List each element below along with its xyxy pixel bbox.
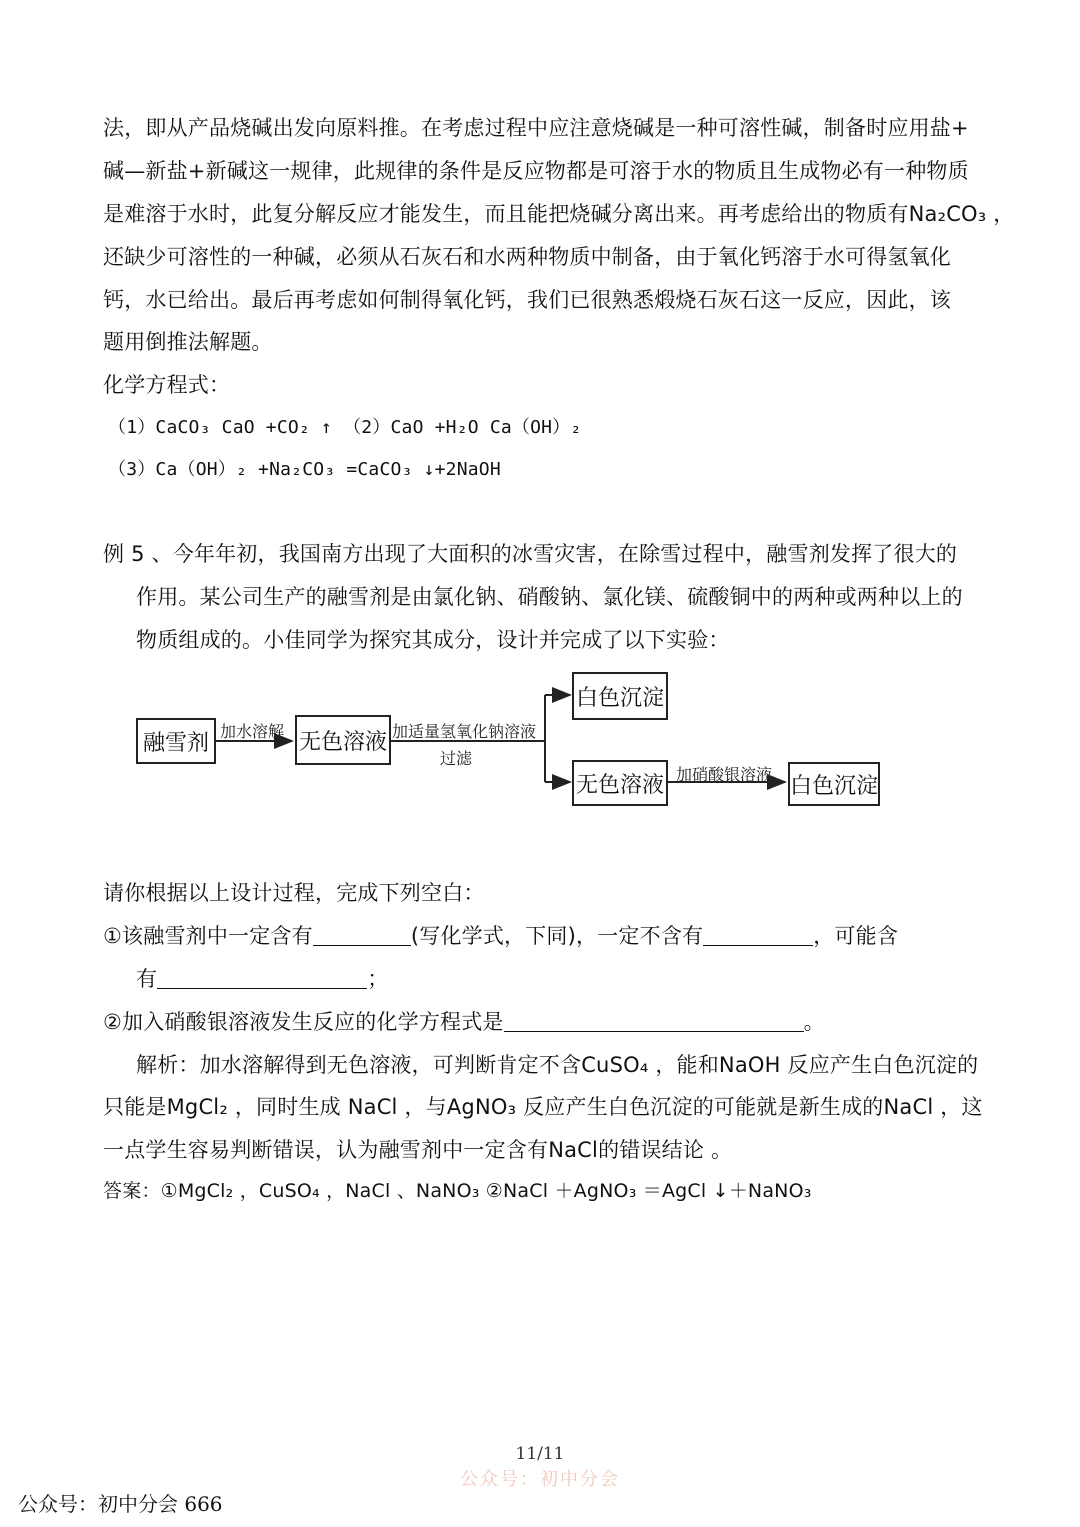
label-add-water: 加水溶解 [220,722,285,741]
q1-text-e: ； [367,967,389,991]
paragraph-line-5: 钙，水已给出。最后再考虑如何制得氧化钙，我们已很熟悉煅烧石灰石这一反应，因此，该 [103,288,951,312]
example5-line-2: 作用。某公司生产的融雪剂是由氯化钠、硝酸钠、氯化镁、硫酸铜中的两种或两种以上的 [136,585,963,609]
paragraph-line-3: 是难溶于水时，此复分解反应才能发生，而且能把烧碱分离出来。再考虑给出的物质有Na₂CO₃ ， [103,202,1015,226]
label-filter: 过滤 [440,749,473,768]
q2-text-a: ②加入硝酸银溶液发生反应的化学方程式是 [103,1010,504,1034]
answer-blank-not-contains[interactable] [703,925,813,946]
paragraph-line-6: 题用倒推法解题。 [103,330,273,354]
paragraph-line-2: 碱—新盐+新碱这一规律，此规律的条件是反应物都是可溶于水的物质且生成物必有一种物质 [103,159,969,183]
box-snow-melting-agent: 融雪剂 [136,718,216,764]
q1-text-d: 有 [136,967,158,991]
answer-blank-contains[interactable] [313,925,411,946]
footer-account: 公众号：初中分会 666 [18,1492,223,1516]
question-2 [103,1006,825,1036]
equation-1: （1）CaCO₃ CaO +CO₂ ↑ （2）CaO +H₂O Ca（OH）₂ [108,417,582,438]
paragraph-line-4: 还缺少可溶性的一种碱，必须从石灰石和水两种物质中制备，由于氧化钙溶于水可得氢氧化 [103,245,951,269]
label-add-agno3: 加硝酸银溶液 [676,765,773,784]
box-colorless-filtrate: 无色溶液 [572,760,668,806]
analysis-line-2: 只能是MgCl₂ ，同时生成 NaCl ，与AgNO₃ 反应产生白色沉淀的可能就是新生成的NaCl ，这 [103,1095,983,1119]
answer-line: 答案：①MgCl₂ ，CuSO₄ ，NaCl 、NaNO₃ ②NaCl ＋AgNO₃ ＝AgCl ↓＋NaNO₃ [103,1180,812,1202]
q1-text-b: (写化学式，下同)，一定不含有 [410,924,704,948]
question-1 [103,920,898,950]
watermark: 公众号：初中分会 [460,1469,620,1490]
example5-line-1: 例 5 、今年年初，我国南方出现了大面积的冰雪灾害，在除雪过程中，融雪剂发挥了很大的 [103,542,958,566]
equations-heading: 化学方程式： [103,373,231,397]
q1-text-c: ，可能含 [813,924,899,948]
questions-intro: 请你根据以上设计过程，完成下列空白： [103,881,485,905]
box-white-precipitate-1: 白色沉淀 [572,672,668,720]
analysis-line-1: 解析：加水溶解得到无色溶液，可判断肯定不含CuSO₄ ，能和NaOH 反应产生白色沉淀的 [136,1053,979,1077]
answer-blank-equation[interactable] [504,1011,804,1032]
page-number: 11/11 [515,1444,565,1464]
example5-line-3: 物质组成的。小佳同学为探究其成分，设计并完成了以下实验： [136,628,730,652]
box-white-precipitate-2: 白色沉淀 [788,762,880,806]
answer-blank-may-contain[interactable] [157,968,367,989]
question-1-continued [136,963,388,993]
equation-2: （3）Ca（OH）₂ +Na₂CO₃ =CaCO₃ ↓+2NaOH [108,459,501,480]
label-add-naoh: 加适量氢氧化钠溶液 [392,722,537,741]
box-colorless-solution: 无色溶液 [295,715,391,765]
analysis-line-3: 一点学生容易判断错误，认为融雪剂中一定含有NaCl的错误结论 。 [103,1138,733,1162]
q2-text-b: 。 [803,1010,825,1034]
q1-text-a: ①该融雪剂中一定含有 [103,924,313,948]
paragraph-line-1: 法，即从产品烧碱出发向原料推。在考虑过程中应注意烧碱是一种可溶性碱，制备时应用盐+ [103,116,969,140]
